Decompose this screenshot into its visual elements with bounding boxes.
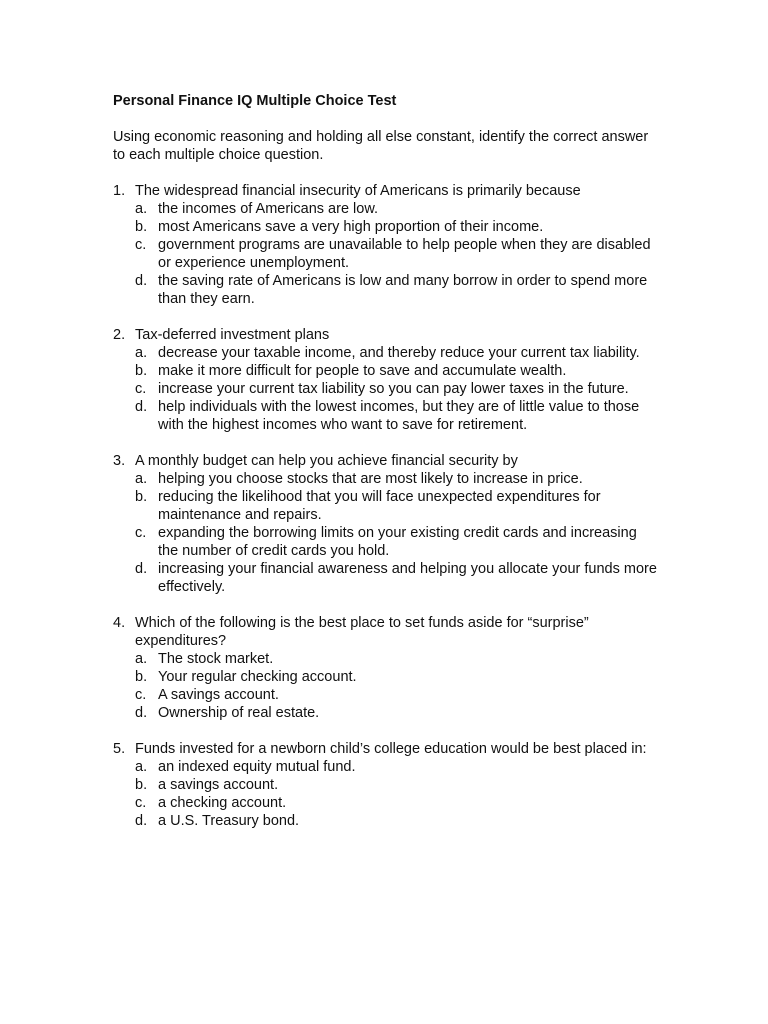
answer-option-c (135, 794, 658, 812)
option-text: the incomes of Americans are low. (158, 201, 379, 217)
question-number: 3. (113, 453, 126, 469)
option-letter: b. (135, 489, 148, 505)
answer-option-b (135, 488, 658, 524)
option-text: the saving rate of Americans is low and many borrow in order to spend more than they earn. (158, 273, 648, 307)
question-text: A monthly budget can help you achieve financial security by (135, 453, 518, 469)
option-letter: a. (135, 759, 148, 775)
question-text: The widespread financial insecurity of Americans is primarily because (135, 183, 581, 199)
option-letter: d. (135, 399, 148, 415)
answer-option-a (135, 470, 658, 488)
option-text: increasing your financial awareness and helping you allocate your funds more effectively. (158, 561, 657, 595)
option-letter: d. (135, 813, 148, 829)
question-number: 4. (113, 615, 126, 631)
answer-option-c (135, 380, 658, 398)
answer-option-d (135, 812, 658, 830)
option-letter: a. (135, 651, 148, 667)
answer-option-d (135, 560, 658, 596)
instructions-paragraph: Using economic reasoning and holding all else constant, identify the correct answer to each multiple choice question. (113, 129, 649, 163)
question-5 (113, 740, 658, 830)
option-text: reducing the likelihood that you will face unexpected expenditures for maintenance and repairs. (158, 489, 601, 523)
answer-option-a (135, 200, 658, 218)
option-letter: d. (135, 561, 148, 577)
answer-option-a (135, 650, 658, 668)
option-text: Ownership of real estate. (158, 705, 320, 721)
answer-option-d (135, 704, 658, 722)
option-letter: b. (135, 669, 148, 685)
option-letter: c. (135, 237, 147, 253)
question-number: 2. (113, 327, 126, 343)
question-3 (113, 452, 658, 596)
answer-option-b (135, 218, 658, 236)
option-text: help individuals with the lowest incomes, but they are of little value to those with the highest incomes who want to save for retirement. (158, 399, 640, 433)
document-title: Personal Finance IQ Multiple Choice Test (113, 93, 397, 109)
question-text: Funds invested for a newborn child’s college education would be best placed in: (135, 741, 647, 757)
question-number: 5. (113, 741, 126, 757)
option-letter: c. (135, 795, 147, 811)
option-text: an indexed equity mutual fund. (158, 759, 356, 775)
answer-option-a (135, 344, 658, 362)
answer-option-b (135, 668, 658, 686)
answer-option-c (135, 686, 658, 704)
answer-option-d (135, 272, 658, 308)
option-letter: c. (135, 687, 147, 703)
option-letter: c. (135, 381, 147, 397)
question-text: Tax-deferred investment plans (135, 327, 330, 343)
answer-options (135, 650, 658, 722)
option-letter: a. (135, 345, 148, 361)
option-text: Your regular checking account. (158, 669, 357, 685)
option-text: helping you choose stocks that are most likely to increase in price. (158, 471, 583, 487)
option-text: The stock market. (158, 651, 274, 667)
answer-option-c (135, 236, 658, 272)
answer-options (135, 200, 658, 308)
answer-options (135, 758, 658, 830)
answer-option-b (135, 776, 658, 794)
answer-option-c (135, 524, 658, 560)
option-letter: a. (135, 201, 148, 217)
option-letter: b. (135, 219, 148, 235)
option-letter: c. (135, 525, 147, 541)
option-text: expanding the borrowing limits on your existing credit cards and increasing the number of credit cards you hold. (158, 525, 637, 559)
option-text: decrease your taxable income, and thereby reduce your current tax liability. (158, 345, 640, 361)
option-text: government programs are unavailable to help people when they are disabled or experience unemployment. (158, 237, 651, 271)
question-list (113, 182, 658, 848)
option-text: a checking account. (158, 795, 287, 811)
option-text: most Americans save a very high proportion of their income. (158, 219, 544, 235)
option-letter: d. (135, 273, 148, 289)
answer-option-b (135, 362, 658, 380)
option-letter: b. (135, 777, 148, 793)
answer-options (135, 470, 658, 596)
option-letter: a. (135, 471, 148, 487)
question-number: 1. (113, 183, 126, 199)
question-2 (113, 326, 658, 434)
option-text: increase your current tax liability so you can pay lower taxes in the future. (158, 381, 629, 397)
question-1 (113, 182, 658, 308)
option-text: A savings account. (158, 687, 279, 703)
option-text: a U.S. Treasury bond. (158, 813, 300, 829)
answer-option-d (135, 398, 658, 434)
option-text: a savings account. (158, 777, 279, 793)
answer-option-a (135, 758, 658, 776)
option-letter: d. (135, 705, 148, 721)
option-letter: b. (135, 363, 148, 379)
answer-options (135, 344, 658, 434)
question-text: Which of the following is the best place to set funds aside for “surprise” expenditures? (135, 615, 589, 649)
question-4 (113, 614, 658, 722)
option-text: make it more difficult for people to save and accumulate wealth. (158, 363, 567, 379)
